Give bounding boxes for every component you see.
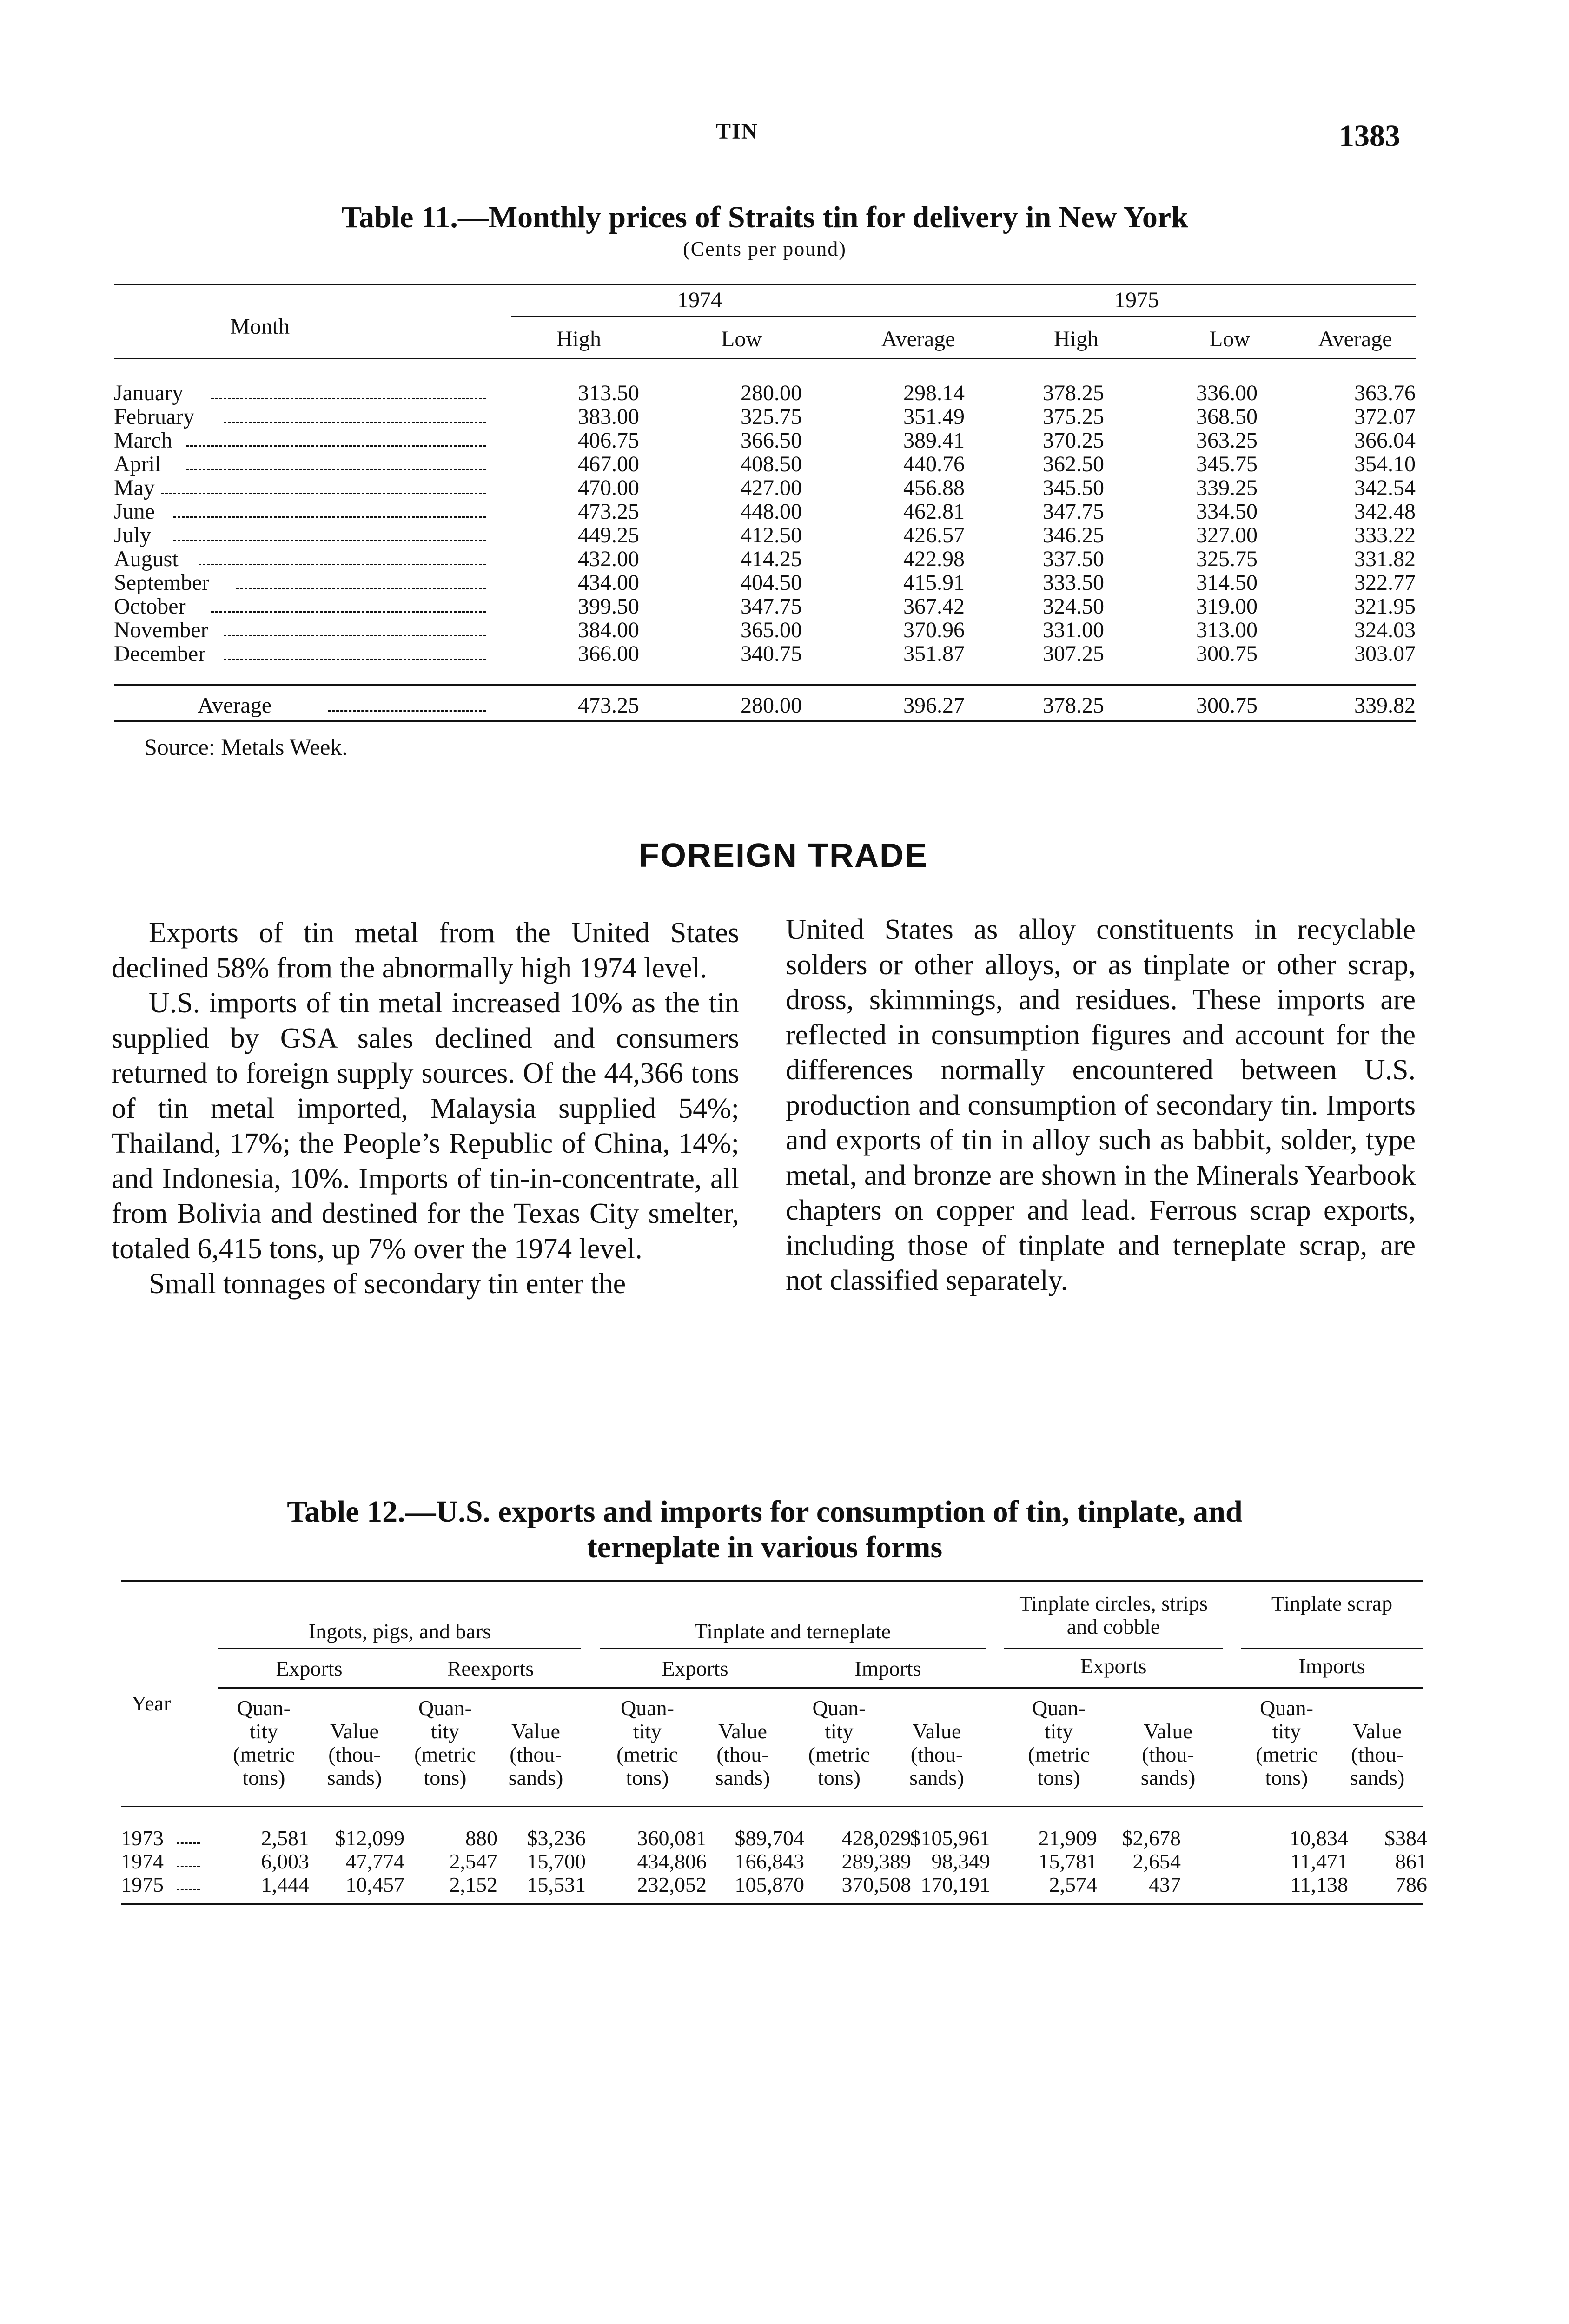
- table11-month-cell: November: [114, 618, 208, 642]
- table11-value-cell: 427.00: [741, 475, 802, 500]
- table12-year-cell: 1973: [121, 1826, 164, 1850]
- table11-month-cell: March: [114, 428, 172, 453]
- body-left-column: [112, 916, 739, 1302]
- dot-leader: [224, 643, 486, 660]
- table12-value-cell: $12,099: [335, 1826, 404, 1850]
- table11-average-label: Average: [198, 693, 271, 718]
- table12-value-cell: 170,191: [920, 1873, 990, 1896]
- table11-value-cell: 462.81: [903, 499, 965, 524]
- table11-value-cell: 324.03: [1354, 618, 1416, 642]
- table11-month-cell: June: [114, 499, 155, 524]
- dot-leader: [224, 619, 486, 636]
- table11-value-cell: 372.07: [1354, 404, 1416, 429]
- table11-month-cell: February: [114, 404, 195, 429]
- table11-value-cell: 319.00: [1196, 594, 1258, 619]
- table11-value-cell: 375.25: [1043, 404, 1104, 429]
- table12-value-cell: $384: [1384, 1826, 1427, 1850]
- table12-header-line: (thou-: [910, 1743, 963, 1766]
- table12-header-line: (metric: [616, 1743, 678, 1766]
- table11-value-cell: 336.00: [1196, 381, 1258, 405]
- table12-value-header: [1332, 1720, 1423, 1789]
- table11-month-cell: April: [114, 452, 161, 476]
- table12-value-cell: 786: [1395, 1873, 1427, 1896]
- table11-value-cell: 313.00: [1196, 618, 1258, 642]
- table11-value-cell: 333.50: [1043, 570, 1104, 595]
- table11-value-cell: 366.50: [741, 428, 802, 453]
- table11-value-cell: 470.00: [578, 475, 639, 500]
- table11-value-cell: 367.42: [903, 594, 965, 619]
- table12-header-line: Quan-: [621, 1696, 674, 1720]
- table12-value-cell: 2,152: [449, 1873, 497, 1896]
- table12-value-cell: 10,834: [1289, 1826, 1348, 1850]
- table12-sub-imports: Imports: [854, 1657, 921, 1680]
- paragraph: United States as alloy constituents in recyclable solders or other alloys, or as tinplate or other scrap, dross, skimmings, and residues. These imports are reflected in consumption figures and account for the differences normally encountered between U.S. production and consumption of secondary tin. Imports and exports of tin in alloy such as babbit, solder, type metal, and bronze are shown in the Minerals Yearbook chapters on copper and lead. Ferrous scrap exports, including those of tinplate and terneplate scrap, are not classified separately.: [786, 914, 1416, 1296]
- table11-value-cell: 368.50: [1196, 404, 1258, 429]
- table11-value-cell: 384.00: [578, 618, 639, 642]
- table12-header-line: tons): [626, 1766, 669, 1789]
- table11-month-cell: December: [114, 641, 206, 666]
- table11-value-cell: 365.00: [741, 618, 802, 642]
- table12-quantity-header: [1241, 1697, 1332, 1789]
- table12-value-cell: 47,774: [345, 1849, 404, 1873]
- table11-value-cell: 313.50: [578, 381, 639, 405]
- table11-year-1975: 1975: [1114, 288, 1159, 312]
- table11-header-low-1974: Low: [721, 327, 762, 351]
- table11-header-average-1975: Average: [1318, 327, 1392, 351]
- table12: [121, 1578, 1427, 1931]
- table12-top-rule: [121, 1580, 1423, 1582]
- table12-value-cell: 11,138: [1290, 1873, 1348, 1896]
- table12-header-line: tity: [1272, 1719, 1301, 1743]
- table12-header-line: Value: [330, 1719, 379, 1743]
- table12-title-line2: terneplate in various forms: [587, 1530, 943, 1564]
- table12-value-cell: 2,547: [449, 1849, 497, 1873]
- table11-value-cell: 412.50: [741, 523, 802, 548]
- table11-value-cell: 389.41: [903, 428, 965, 453]
- table11-top-rule: [114, 284, 1416, 285]
- table12-value-cell: $105,961: [910, 1826, 990, 1850]
- table11-average-rule: [114, 684, 1416, 686]
- table11-value-cell: 370.25: [1043, 428, 1104, 453]
- table12-value-cell: 1,444: [261, 1873, 309, 1896]
- dot-leader: [328, 694, 486, 712]
- table11-value-cell: 307.25: [1043, 641, 1104, 666]
- table12-value-cell: 6,003: [261, 1849, 309, 1873]
- table12-value-header: [888, 1720, 986, 1789]
- table12-header-line: (thou-: [328, 1743, 381, 1766]
- table11-value-cell: 322.77: [1354, 570, 1416, 595]
- table12-header-line: (thou-: [510, 1743, 562, 1766]
- table11-month-cell: July: [114, 523, 152, 548]
- table12-group-ingots: Ingots, pigs, and bars: [308, 1619, 491, 1643]
- table12-group-scrap: Tinplate scrap: [1271, 1591, 1393, 1615]
- table11-year-1974: 1974: [677, 288, 722, 312]
- table11-value-cell: 362.50: [1043, 452, 1104, 476]
- table11-value-cell: 331.00: [1043, 618, 1104, 642]
- table12-value-cell: 232,052: [637, 1873, 707, 1896]
- table12-sub-exports: Exports: [1080, 1654, 1147, 1678]
- table11-value-cell: 366.04: [1354, 428, 1416, 453]
- dot-leader: [199, 548, 486, 565]
- table11-value-cell: 456.88: [903, 475, 965, 500]
- table12-header-line: (metric: [233, 1743, 295, 1766]
- table12-header-line: Value: [718, 1719, 767, 1743]
- table12-header-line: sands): [909, 1766, 964, 1789]
- table11-value-cell: 378.25: [1043, 381, 1104, 405]
- table12-quantity-header: [400, 1697, 490, 1789]
- table12-value-cell: 880: [465, 1826, 497, 1850]
- table11-average-value: 378.25: [1043, 693, 1104, 718]
- dot-leader: [177, 1829, 200, 1844]
- table12-header-line: Quan-: [237, 1696, 291, 1720]
- table11-value-cell: 325.75: [1196, 547, 1258, 571]
- table12-header-line: (metric: [808, 1743, 870, 1766]
- table11-average-value: 300.75: [1196, 693, 1258, 718]
- table12-value-cell: 15,700: [527, 1849, 586, 1873]
- table12-header-line: (thou-: [1142, 1743, 1194, 1766]
- table12-value-cell: 360,081: [637, 1826, 707, 1850]
- table11-value-cell: 337.50: [1043, 547, 1104, 571]
- table11-header-rule: [114, 358, 1416, 359]
- table12-sub-reexports: Reexports: [447, 1657, 534, 1680]
- table12-value-cell: $2,678: [1122, 1826, 1181, 1850]
- table11-month-header: Month: [230, 314, 290, 339]
- table11-value-cell: 342.54: [1354, 475, 1416, 500]
- table11-header-low-1975: Low: [1209, 327, 1250, 351]
- table12-value-cell: 434,806: [637, 1849, 707, 1873]
- table12-quantity-header: [790, 1697, 888, 1789]
- table12-quantity-header: [600, 1697, 695, 1789]
- table11-average-value: 473.25: [578, 693, 639, 718]
- table12-header-line: (metric: [1256, 1743, 1317, 1766]
- table11-value-cell: 345.75: [1196, 452, 1258, 476]
- table12-value-cell: 2,574: [1049, 1873, 1097, 1896]
- table12-header-line: Quan-: [1032, 1696, 1086, 1720]
- table12-value-cell: 11,471: [1290, 1849, 1348, 1873]
- table11-value-cell: 404.50: [741, 570, 802, 595]
- paragraph: U.S. imports of tin metal increased 10% as the tin supplied by GSA sales declined and consumers returned to foreign supply sources. Of the 44,366 tons of tin metal imported, Malaysia supplied 54%; Thailand, 17%; the People’s Republic of China, 14%; and Indonesia, 10%. Imports of tin-in-concentrate, all from Bolivia and destined for the Texas City smelter, totaled 6,415 tons, up 7% over the 1974 level.: [112, 987, 739, 1265]
- table11-value-cell: 448.00: [741, 499, 802, 524]
- dot-leader: [211, 595, 486, 613]
- table12-year-cell: 1974: [121, 1849, 164, 1873]
- table12-value-cell: 2,654: [1132, 1849, 1181, 1873]
- table11-value-cell: 298.14: [903, 381, 965, 405]
- table11-header-high-1975: High: [1054, 327, 1099, 351]
- table12-header-line: (thou-: [1351, 1743, 1403, 1766]
- table12-value-cell: 428,029: [841, 1826, 911, 1850]
- table11-value-cell: 408.50: [741, 452, 802, 476]
- table12-header-line: Value: [1353, 1719, 1402, 1743]
- table12-value-cell: 98,349: [931, 1849, 990, 1873]
- table11-value-cell: 426.57: [903, 523, 965, 548]
- dot-leader: [186, 453, 486, 470]
- table12-value-cell: 15,531: [527, 1873, 586, 1896]
- table11-value-cell: 346.25: [1043, 523, 1104, 548]
- table12-header-line: tity: [249, 1719, 278, 1743]
- table11-value-cell: 351.87: [903, 641, 965, 666]
- dot-leader: [161, 477, 486, 494]
- table11-month-cell: May: [114, 475, 155, 500]
- table11-value-cell: 327.00: [1196, 523, 1258, 548]
- table11-value-cell: 434.00: [578, 570, 639, 595]
- table11-month-cell: January: [114, 381, 184, 405]
- table11-value-cell: 370.96: [903, 618, 965, 642]
- table11-value-cell: 314.50: [1196, 570, 1258, 595]
- table11-subtitle: (Cents per pound): [683, 238, 847, 260]
- table11-value-cell: 325.75: [741, 404, 802, 429]
- table11-value-cell: 280.00: [741, 381, 802, 405]
- body-right-column: [786, 912, 1416, 1299]
- table12-value-header: [1113, 1720, 1223, 1789]
- dot-leader: [186, 429, 486, 447]
- table11-value-cell: 432.00: [578, 547, 639, 571]
- table12-header-line: tons): [1037, 1766, 1080, 1789]
- table12-quantity-header: [1004, 1697, 1113, 1789]
- table11-value-cell: 340.75: [741, 641, 802, 666]
- running-head-title: TIN: [716, 119, 759, 144]
- table11-rule-1975: [1000, 316, 1416, 317]
- table12-header-line: tity: [1044, 1719, 1073, 1743]
- table12-value-header: [695, 1720, 790, 1789]
- table11-value-cell: 406.75: [578, 428, 639, 453]
- table11-value-cell: 333.22: [1354, 523, 1416, 548]
- table12-header-line: (metric: [1028, 1743, 1090, 1766]
- table11-month-cell: August: [114, 547, 179, 571]
- table12-value-header: [309, 1720, 400, 1789]
- table12-subgroup-rule: [218, 1687, 1423, 1689]
- table12-sub-imports: Imports: [1298, 1654, 1365, 1678]
- table12-title-line1: Table 12.—U.S. exports and imports for consumption of tin, tinplate, and: [287, 1495, 1243, 1529]
- table11-value-cell: 366.00: [578, 641, 639, 666]
- table12-rule-scrap: [1241, 1648, 1423, 1649]
- table12-value-cell: 166,843: [735, 1849, 804, 1873]
- table11-caption: [112, 200, 1418, 263]
- paragraph: Small tonnages of secondary tin enter the: [149, 1268, 626, 1300]
- table12-header-line: tity: [633, 1719, 662, 1743]
- table11-average-value: 280.00: [741, 693, 802, 718]
- table12-header-line: sands): [715, 1766, 770, 1789]
- table11-value-cell: 300.75: [1196, 641, 1258, 666]
- table11-value-cell: 331.82: [1354, 547, 1416, 571]
- table12-sub-exports: Exports: [276, 1657, 343, 1680]
- table12-header-line: sands): [1140, 1766, 1196, 1789]
- table12-header-line: tons): [1265, 1766, 1308, 1789]
- table12-value-cell: 437: [1149, 1873, 1181, 1896]
- table11-value-cell: 467.00: [578, 452, 639, 476]
- table12-header-line: sands): [508, 1766, 563, 1789]
- table12-header-line: Value: [1144, 1719, 1192, 1743]
- table12-header-rule: [121, 1806, 1423, 1807]
- table11-title: Table 11.—Monthly prices of Straits tin for delivery in New York: [341, 200, 1188, 234]
- dot-leader: [211, 382, 486, 399]
- table11-value-cell: 321.95: [1354, 594, 1416, 619]
- dot-leader: [177, 1875, 200, 1890]
- table12-quantity-header: [218, 1697, 309, 1789]
- table12-value-cell: 861: [1395, 1849, 1427, 1873]
- dot-leader: [173, 501, 486, 518]
- table12-value-cell: 2,581: [261, 1826, 309, 1850]
- table12-value-cell: 10,457: [345, 1873, 404, 1896]
- page-number: 1383: [1339, 119, 1400, 153]
- table12-value-cell: 370,508: [841, 1873, 911, 1896]
- table12-header-line: sands): [327, 1766, 382, 1789]
- table11-month-cell: September: [114, 570, 210, 595]
- table11-value-cell: 363.25: [1196, 428, 1258, 453]
- table11-source: Source: Metals Week.: [144, 734, 348, 760]
- table11-value-cell: 334.50: [1196, 499, 1258, 524]
- table11-value-cell: 347.75: [741, 594, 802, 619]
- running-head: [0, 0, 1569, 158]
- table12-rule-tinplate: [600, 1648, 986, 1649]
- table12-value-cell: 21,909: [1038, 1826, 1097, 1850]
- table11-value-cell: 303.07: [1354, 641, 1416, 666]
- table11-average-value: 396.27: [903, 693, 965, 718]
- table11-header-high-1974: High: [556, 327, 601, 351]
- table11-value-cell: 345.50: [1043, 475, 1104, 500]
- paragraph: Exports of tin metal from the United States declined 58% from the abnormally high 1974 level.: [112, 917, 739, 984]
- table12-value-cell: 105,870: [735, 1873, 804, 1896]
- table12-rule-circles: [1004, 1648, 1223, 1649]
- section-heading: FOREIGN TRADE: [638, 837, 928, 874]
- table11-value-cell: 422.98: [903, 547, 965, 571]
- table12-header-line: tity: [825, 1719, 854, 1743]
- table11-value-cell: 440.76: [903, 452, 965, 476]
- table12-sub-exports: Exports: [662, 1657, 728, 1680]
- table11-value-cell: 399.50: [578, 594, 639, 619]
- table11-value-cell: 415.91: [903, 570, 965, 595]
- dot-leader: [224, 406, 486, 423]
- table12-group-circles: Tinplate circles, strips and cobble: [1019, 1591, 1208, 1638]
- dot-leader: [236, 572, 486, 589]
- table12-rule-ingots: [218, 1648, 581, 1649]
- table11-value-cell: 414.25: [741, 547, 802, 571]
- table11-value-cell: 324.50: [1043, 594, 1104, 619]
- table12-value-header: [490, 1720, 581, 1789]
- table11-month-cell: October: [114, 594, 186, 619]
- table12-header-line: tons): [818, 1766, 861, 1789]
- table11-value-cell: 363.76: [1354, 381, 1416, 405]
- table12-group-tinplate: Tinplate and terneplate: [694, 1619, 891, 1643]
- table12-header-line: tons): [424, 1766, 467, 1789]
- dot-leader: [177, 1852, 200, 1867]
- table12-value-cell: $3,236: [527, 1826, 586, 1850]
- table12-year-header: Year: [131, 1691, 171, 1715]
- table12-header-line: Quan-: [418, 1696, 472, 1720]
- table11-value-cell: 342.48: [1354, 499, 1416, 524]
- table12-header-line: (metric: [414, 1743, 476, 1766]
- table12-header-line: tons): [242, 1766, 285, 1789]
- table11-value-cell: 339.25: [1196, 475, 1258, 500]
- table12-value-cell: 15,781: [1038, 1849, 1097, 1873]
- table11-value-cell: 383.00: [578, 404, 639, 429]
- table11: [114, 274, 1416, 739]
- dot-leader: [173, 524, 486, 541]
- table11-value-cell: 354.10: [1354, 452, 1416, 476]
- table12-header-line: Quan-: [1260, 1696, 1313, 1720]
- table12-caption: [112, 1494, 1418, 1565]
- table11-value-cell: 351.49: [903, 404, 965, 429]
- table11-bottom-rule: [114, 720, 1416, 722]
- table12-year-cell: 1975: [121, 1873, 164, 1896]
- table12-header-line: Value: [912, 1719, 961, 1743]
- table11-average-value: 339.82: [1354, 693, 1416, 718]
- table12-value-cell: $89,704: [735, 1826, 804, 1850]
- table12-header-line: tity: [430, 1719, 460, 1743]
- table12-header-line: (thou-: [716, 1743, 769, 1766]
- table11-value-cell: 473.25: [578, 499, 639, 524]
- table12-header-line: sands): [1350, 1766, 1405, 1789]
- table12-bottom-rule: [121, 1903, 1423, 1905]
- table12-header-line: Quan-: [812, 1696, 866, 1720]
- table11-value-cell: 449.25: [578, 523, 639, 548]
- table12-header-line: Value: [511, 1719, 560, 1743]
- table11-value-cell: 347.75: [1043, 499, 1104, 524]
- table11-header-average-1974: Average: [881, 327, 955, 351]
- table12-value-cell: 289,389: [841, 1849, 911, 1873]
